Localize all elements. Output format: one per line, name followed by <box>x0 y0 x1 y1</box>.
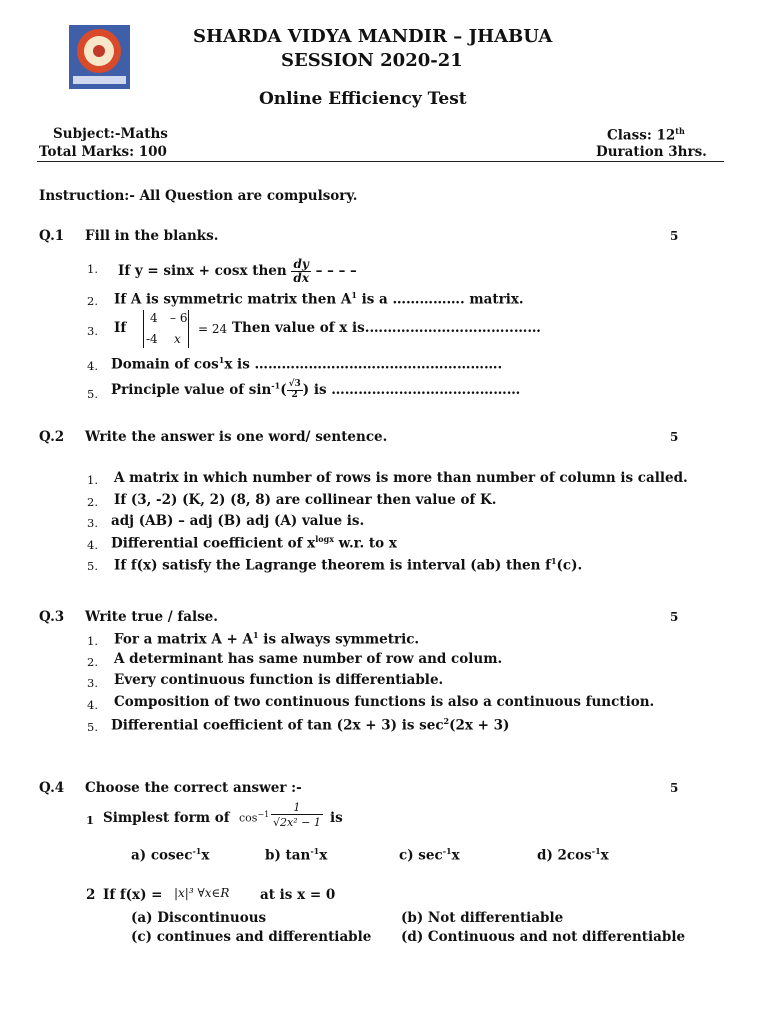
q3-title: Write true / false. <box>85 609 218 625</box>
q4-item-1: Simplest form of <box>103 810 230 826</box>
option-2b: (b) Not differentiable <box>401 910 564 926</box>
item-number: 2. <box>87 655 98 669</box>
item-number: 1. <box>87 473 98 487</box>
q3-item-2: A determinant has same number of row and colum. <box>114 651 503 667</box>
q3-number: Q.3 <box>39 609 65 625</box>
item-number: 1. <box>87 262 98 276</box>
sub-question-number: 1 <box>86 813 95 827</box>
q4-item-1-is: is <box>330 810 343 826</box>
q4-item-2-tail: at is x = 0 <box>260 887 336 903</box>
q1-item-3-if: If <box>114 320 127 336</box>
q4-item-2-expr: |x|³ ∀x∈R <box>174 886 230 900</box>
school-logo <box>69 25 130 89</box>
test-title: Online Efficiency Test <box>259 89 467 109</box>
option-2d: (d) Continuous and not differentiable <box>401 929 686 945</box>
q4-item-1-fraction: 1 √2x² − 1 <box>273 801 321 829</box>
item-number: 3. <box>87 324 98 338</box>
item-number: 4. <box>87 538 98 552</box>
header-divider <box>37 161 724 162</box>
item-number: 1. <box>87 634 98 648</box>
determinant: 4 – 6 -4 x <box>143 310 189 348</box>
item-number: 3. <box>87 516 98 530</box>
q1-item-2: If A is symmetric matrix then $A^1$ is a ……………. matrix. <box>114 290 524 308</box>
session: SESSION 2020-21 <box>281 50 463 71</box>
item-number: 5. <box>87 559 98 573</box>
option-d: d) $2\cos^{-1}x$ <box>537 846 609 864</box>
item-number: 2. <box>87 495 98 509</box>
q4-item-1-fn: $\cos^{-1}$ <box>239 810 270 825</box>
q3-item-1: For a matrix $A + A^1$ is always symmetric. <box>114 630 420 648</box>
q2-item-3: adj (AB) – adj (B) adj (A) value is. <box>111 513 365 529</box>
q1-number: Q.1 <box>39 228 65 244</box>
item-number: 3. <box>87 676 98 690</box>
item-number: 4. <box>87 359 98 373</box>
q2-marks: 5 <box>670 430 679 444</box>
item-number: 5. <box>87 720 98 734</box>
total-marks: Total Marks: 100 <box>39 144 167 160</box>
q3-item-4: Composition of two continuous functions is also a continuous function. <box>114 694 655 710</box>
q2-number: Q.2 <box>39 429 65 445</box>
option-c: c) $\sec^{-1}x$ <box>399 846 460 864</box>
q1-title: Fill in the blanks. <box>85 228 219 244</box>
item-number: 2. <box>87 294 98 308</box>
duration: Duration 3hrs. <box>596 144 707 160</box>
q2-item-5: If f(x) satisfy the Lagrange theorem is interval (ab) then $f^1(c)$. <box>114 556 583 574</box>
option-a: a) cosec$^{-1}$x <box>131 846 210 864</box>
q2-item-4: Differential coefficient of $x^{logx}$ w.r. to x <box>111 534 397 552</box>
option-b: b) $\tan^{-1}x$ <box>265 846 328 864</box>
q4-title: Choose the correct answer :- <box>85 780 302 796</box>
q1-item-4: Domain of $\cos^1x$ is ………………………………………………. <box>111 355 503 373</box>
q3-item-5: Differential coefficient of tan (2x + 3) is $\sec^2(2x + 3)$ <box>111 716 510 734</box>
q1-item-1: If y = sinx + cosx then $\frac{dy}{dx}$ – – – – <box>118 257 357 286</box>
q4-item-2: If f(x) = <box>103 887 163 903</box>
class-info: Class: 12th <box>607 126 685 144</box>
q3-marks: 5 <box>670 610 679 624</box>
instruction: Instruction:- All Question are compulsory. <box>39 188 358 204</box>
q4-number: Q.4 <box>39 780 65 796</box>
q3-item-3: Every continuous function is differentiable. <box>114 672 444 688</box>
q4-marks: 5 <box>670 781 679 795</box>
item-number: 4. <box>87 698 98 712</box>
school-name: SHARDA VIDYA MANDIR – JHABUA <box>193 26 553 47</box>
q2-item-2: If (3, -2) (K, 2) (8, 8) are collinear then value of K. <box>114 492 497 508</box>
sub-question-number: 2 <box>86 887 96 903</box>
option-2c: (c) continues and differentiable <box>131 929 372 945</box>
option-2a: (a) Discontinuous <box>131 910 267 926</box>
item-number: 5. <box>87 387 98 401</box>
q2-title: Write the answer is one word/ sentence. <box>85 429 388 445</box>
q1-item-5: Principle value of $\sin^{-1}$( $\frac{√3}{2}$ ) is …………………………………… <box>111 379 521 400</box>
subject: Subject:-Maths <box>53 126 168 142</box>
q2-item-1: A matrix in which number of rows is more than number of column is called. <box>114 470 688 486</box>
q1-item-3: Then value of x is.…………………………..…… <box>232 320 541 336</box>
q1-marks: 5 <box>670 229 679 243</box>
determinant-value: = 24 <box>198 322 228 336</box>
